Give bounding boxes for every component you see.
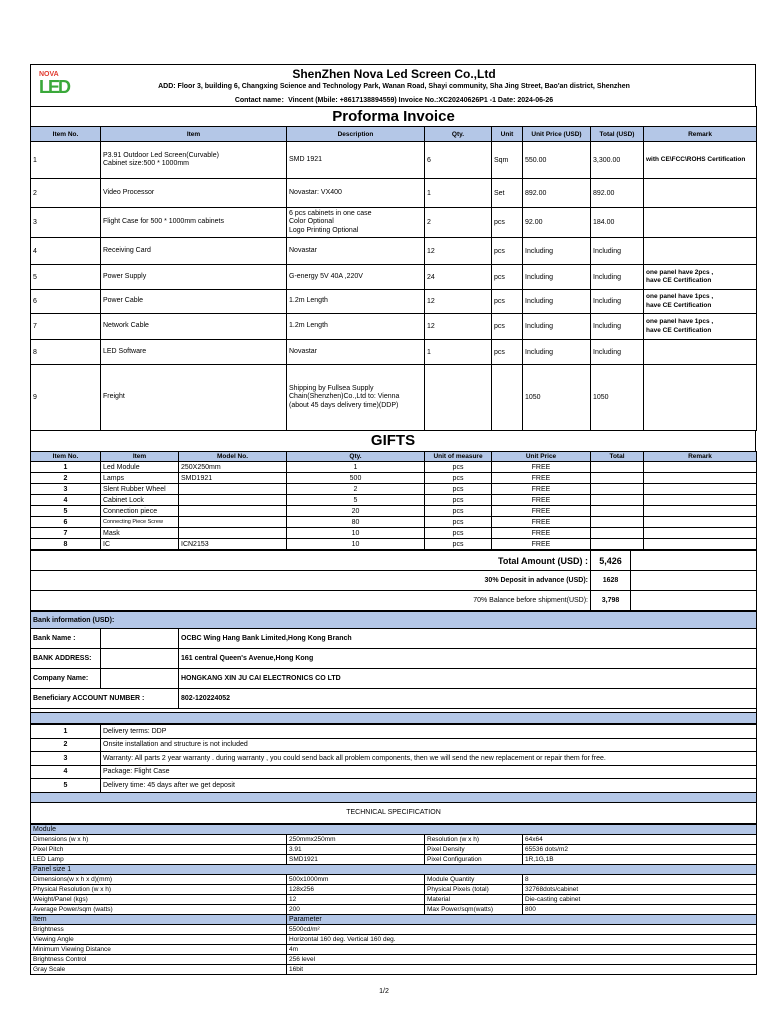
item-no-cell: 7: [31, 314, 101, 340]
description-cell: Shipping by Fullsea Supply Chain(Shenzhen)Co.,Ltd to: Vienna (about 45 days delivery time)(DDP): [287, 365, 425, 431]
gift-row: [31, 473, 757, 484]
item-cell: LED Software: [101, 340, 287, 365]
remark-cell: one panel have 1pcs , have CE Certification: [644, 314, 757, 340]
unit-cell: pcs: [492, 208, 523, 238]
gift-price-cell: FREE: [492, 473, 591, 484]
item-no-cell: 1: [31, 142, 101, 179]
qty-cell: 24: [425, 265, 492, 290]
gift-col-qty: Qty.: [287, 452, 425, 462]
gift-col-price: Unit Price: [492, 452, 591, 462]
spec-cell: Horizontal 160 deg. Vertical 160 deg.: [287, 934, 757, 944]
unit-price-cell: Including: [523, 314, 591, 340]
gift-uom-cell: pcs: [425, 539, 492, 550]
qty-cell: 2: [425, 208, 492, 238]
description-cell: Novastar: [287, 238, 425, 265]
invoice-rows: [31, 142, 757, 431]
description-cell: Novastar: VX400: [287, 179, 425, 208]
gift-item-cell: Connecting Piece Screw: [101, 517, 179, 528]
unit-cell: [492, 365, 523, 431]
gift-total-cell: [591, 462, 644, 473]
invoice-title: Proforma Invoice: [31, 107, 757, 127]
gift-model-cell: [179, 484, 287, 495]
total-amount-label: Total Amount (USD) :: [31, 551, 591, 571]
spec-panel-label: Panel size 1: [31, 864, 757, 874]
term-row: [31, 725, 757, 739]
bank-table: [30, 611, 757, 724]
remark-cell: one panel have 1pcs , have CE Certification: [644, 290, 757, 314]
gift-no-cell: 5: [31, 506, 101, 517]
balance-label: 70% Balance before shipment(USD):: [31, 591, 591, 611]
spec-title: TECHNICAL SPECIFICATION: [31, 802, 757, 823]
gift-price-cell: FREE: [492, 506, 591, 517]
col-unit: Unit: [492, 127, 523, 142]
invoice-row: [31, 290, 757, 314]
term-no-cell: 4: [31, 765, 101, 779]
term-no-cell: 1: [31, 725, 101, 739]
remark-cell: one panel have 2pcs , have CE Certification: [644, 265, 757, 290]
item-no-cell: 5: [31, 265, 101, 290]
qty-cell: 12: [425, 238, 492, 265]
spec-cell: 800: [523, 904, 757, 914]
spec-cell: Dimensions (w x h): [31, 834, 287, 844]
description-cell: 1.2m Length: [287, 290, 425, 314]
total-cell: 1050: [591, 365, 644, 431]
gift-price-cell: FREE: [492, 539, 591, 550]
gift-row: [31, 484, 757, 495]
spec-row: [31, 934, 757, 944]
unit-price-cell: Including: [523, 340, 591, 365]
logo-text-top: NOVA: [39, 71, 59, 78]
company-name-value: HONGKANG XIN JU CAI ELECTRONICS CO LTD: [179, 669, 757, 689]
gift-price-cell: FREE: [492, 495, 591, 506]
spec-cell: Brightness: [31, 924, 287, 934]
gift-no-cell: 4: [31, 495, 101, 506]
spec-cell: 65536 dots/m2: [523, 844, 757, 854]
gift-item-cell: Connection piece: [101, 506, 179, 517]
page-number: 1/2: [379, 988, 389, 995]
terms-table: [30, 724, 757, 824]
gifts-title: GIFTS: [30, 431, 756, 451]
gift-row: [31, 539, 757, 550]
module-rows: [31, 834, 757, 864]
account-value: 802-120224052: [179, 689, 757, 709]
spec-cell: 16bit: [287, 964, 757, 974]
gift-remark-cell: [644, 484, 757, 495]
spec-row: [31, 924, 757, 934]
gift-row: [31, 506, 757, 517]
item-cell: Receiving Card: [101, 238, 287, 265]
spec-cell: SMD1921: [287, 854, 425, 864]
term-no-cell: 5: [31, 779, 101, 793]
spec-cell: Max Power/sqm(watts): [425, 904, 523, 914]
gift-total-cell: [591, 473, 644, 484]
gift-model-cell: 250X250mm: [179, 462, 287, 473]
company-name-label: Company Name:: [31, 669, 101, 689]
terms-rows: [31, 725, 757, 793]
spec-row: [31, 884, 757, 894]
deposit-label: 30% Deposit in advance (USD):: [31, 571, 591, 591]
gift-price-cell: FREE: [492, 517, 591, 528]
gift-item-cell: IC: [101, 539, 179, 550]
item-cell: Power Supply: [101, 265, 287, 290]
gift-total-cell: [591, 495, 644, 506]
gift-total-cell: [591, 539, 644, 550]
gift-model-cell: [179, 528, 287, 539]
gift-no-cell: 8: [31, 539, 101, 550]
gift-uom-cell: pcs: [425, 484, 492, 495]
item-cell: Network Cable: [101, 314, 287, 340]
gift-total-cell: [591, 528, 644, 539]
term-text-cell: Delivery time: 45 days after we get deposit: [101, 779, 757, 793]
spec-cell: Physical Resolution (w x h): [31, 884, 287, 894]
unit-price-cell: 92.00: [523, 208, 591, 238]
spec-cell: Gray Scale: [31, 964, 287, 974]
gift-remark-cell: [644, 495, 757, 506]
param-header-row: [31, 914, 757, 924]
spec-cell: Brightness Control: [31, 954, 287, 964]
unit-price-cell: Including: [523, 290, 591, 314]
qty-cell: 6: [425, 142, 492, 179]
gift-row: [31, 517, 757, 528]
gift-model-cell: [179, 506, 287, 517]
account-row: [31, 689, 757, 709]
spec-cell: 5500cd/m²: [287, 924, 757, 934]
total-cell: Including: [591, 265, 644, 290]
unit-price-cell: 550.00: [523, 142, 591, 179]
spec-cell: 128x256: [287, 884, 425, 894]
item-no-cell: 2: [31, 179, 101, 208]
gift-price-cell: FREE: [492, 528, 591, 539]
total-cell: 184.00: [591, 208, 644, 238]
unit-price-cell: Including: [523, 238, 591, 265]
balance-value: 3,798: [591, 591, 631, 611]
spec-cell: Dimensions(w x h x d)(mm): [31, 874, 287, 884]
total-cell: Including: [591, 290, 644, 314]
remark-cell: with CE\FCC\ROHS Certification: [644, 142, 757, 179]
item-no-cell: 6: [31, 290, 101, 314]
term-text-cell: Warranty: All parts 2 year warranty . during warranty , you could send back all problem components, then we will send the new replacement or repair them for free.: [101, 752, 757, 766]
spec-cell: Module Quantity: [425, 874, 523, 884]
spec-row: [31, 954, 757, 964]
gift-qty-cell: 2: [287, 484, 425, 495]
invoice-row: [31, 365, 757, 431]
spec-cell: 32768dots/cabinet: [523, 884, 757, 894]
gift-no-cell: 2: [31, 473, 101, 484]
gift-qty-cell: 500: [287, 473, 425, 484]
qty-cell: 1: [425, 179, 492, 208]
remark-cell: [644, 208, 757, 238]
invoice-row: [31, 265, 757, 290]
spec-cell: Minimum Viewing Distance: [31, 944, 287, 954]
gift-qty-cell: 80: [287, 517, 425, 528]
gift-remark-cell: [644, 473, 757, 484]
total-cell: 3,300.00: [591, 142, 644, 179]
col-remark: Remark: [644, 127, 757, 142]
gifts-table: [30, 451, 757, 550]
gift-remark-cell: [644, 506, 757, 517]
gift-row: [31, 528, 757, 539]
total-cell: Including: [591, 314, 644, 340]
gift-total-cell: [591, 517, 644, 528]
spec-row: [31, 854, 757, 864]
spec-cell: Weight/Panel (kgs): [31, 894, 287, 904]
gift-uom-cell: pcs: [425, 517, 492, 528]
spec-table: [30, 824, 757, 975]
gift-item-cell: Led Module: [101, 462, 179, 473]
invoice-table: [30, 106, 757, 431]
gift-remark-cell: [644, 517, 757, 528]
gift-qty-cell: 5: [287, 495, 425, 506]
unit-cell: pcs: [492, 238, 523, 265]
bank-name-value: OCBC Wing Hang Bank Limited,Hong Kong Branch: [179, 629, 757, 649]
gifts-header-row: [31, 452, 757, 462]
invoice-row: [31, 314, 757, 340]
col-item-no: Item No.: [31, 127, 101, 142]
company-header: [30, 64, 756, 106]
remark-cell: [644, 238, 757, 265]
gift-qty-cell: 10: [287, 539, 425, 550]
spec-cell: 1R,1G,1B: [523, 854, 757, 864]
qty-cell: 12: [425, 314, 492, 340]
gift-qty-cell: 20: [287, 506, 425, 517]
total-cell: Including: [591, 340, 644, 365]
spec-cell: LED Lamp: [31, 854, 287, 864]
spec-cell: 4m: [287, 944, 757, 954]
total-cell: 892.00: [591, 179, 644, 208]
gift-remark-cell: [644, 539, 757, 550]
bank-name-label: Bank Name :: [31, 629, 101, 649]
col-unit-price: Unit Price (USD): [523, 127, 591, 142]
term-row: [31, 738, 757, 752]
qty-cell: [425, 365, 492, 431]
spec-cell: 8: [523, 874, 757, 884]
gift-model-cell: ICN2153: [179, 539, 287, 550]
gift-row: [31, 495, 757, 506]
item-cell: Freight: [101, 365, 287, 431]
bank-address-row: [31, 649, 757, 669]
gift-no-cell: 1: [31, 462, 101, 473]
param-rows: [31, 924, 757, 974]
spec-cell: Resolution (w x h): [425, 834, 523, 844]
col-description: Description: [287, 127, 425, 142]
spec-row: [31, 944, 757, 954]
item-cell: P3.91 Outdoor Led Screen(Curvable) Cabinet size:500 * 1000mm: [101, 142, 287, 179]
spec-cell: Pixel Configuration: [425, 854, 523, 864]
totals-table: [30, 550, 757, 611]
item-cell: Video Processor: [101, 179, 287, 208]
spec-cell: 12: [287, 894, 425, 904]
spec-cell: 200: [287, 904, 425, 914]
spec-cell: 64x64: [523, 834, 757, 844]
spec-row: [31, 874, 757, 884]
spec-cell: Physical Pixels (total): [425, 884, 523, 894]
deposit-value: 1628: [591, 571, 631, 591]
qty-cell: 12: [425, 290, 492, 314]
item-cell: Flight Case for 500 * 1000mm cabinets: [101, 208, 287, 238]
unit-cell: pcs: [492, 265, 523, 290]
gift-no-cell: 3: [31, 484, 101, 495]
item-no-cell: 3: [31, 208, 101, 238]
total-amount-row: [31, 551, 757, 571]
item-no-cell: 9: [31, 365, 101, 431]
gift-no-cell: 6: [31, 517, 101, 528]
spec-row: [31, 894, 757, 904]
deposit-row: [31, 571, 757, 591]
spec-cell: Die-casting cabinet: [523, 894, 757, 904]
gift-qty-cell: 10: [287, 528, 425, 539]
spec-cell: 3.91: [287, 844, 425, 854]
term-no-cell: 2: [31, 738, 101, 752]
gift-col-item-no: Item No.: [31, 452, 101, 462]
gift-uom-cell: pcs: [425, 462, 492, 473]
item-no-cell: 8: [31, 340, 101, 365]
gift-price-cell: FREE: [492, 462, 591, 473]
gift-model-cell: [179, 517, 287, 528]
spec-cell: Pixel Density: [425, 844, 523, 854]
account-label: Beneficiary ACCOUNT NUMBER :: [31, 689, 179, 709]
gift-total-cell: [591, 506, 644, 517]
description-cell: 6 pcs cabinets in one case Color Optional Logo Printing Optional: [287, 208, 425, 238]
unit-price-cell: 1050: [523, 365, 591, 431]
term-row: [31, 752, 757, 766]
term-row: [31, 779, 757, 793]
remark-cell: [644, 340, 757, 365]
total-cell: Including: [591, 238, 644, 265]
term-text-cell: Delivery terms: DDP: [101, 725, 757, 739]
balance-row: [31, 591, 757, 611]
spec-row: [31, 964, 757, 974]
gift-col-total: Total: [591, 452, 644, 462]
invoice-row: [31, 179, 757, 208]
gift-remark-cell: [644, 528, 757, 539]
gift-price-cell: FREE: [492, 484, 591, 495]
gift-no-cell: 7: [31, 528, 101, 539]
spec-row: [31, 844, 757, 854]
total-amount-value: 5,426: [591, 551, 631, 571]
gift-row: [31, 462, 757, 473]
gift-model-cell: [179, 495, 287, 506]
spec-cell: 500x1000mm: [287, 874, 425, 884]
spec-module-label: Module: [31, 824, 757, 834]
unit-cell: Sqm: [492, 142, 523, 179]
bank-address-label: BANK ADDRESS:: [31, 649, 101, 669]
spec-cell: Material: [425, 894, 523, 904]
panel-rows: [31, 874, 757, 914]
gift-col-model: Model No.: [179, 452, 287, 462]
term-no-cell: 3: [31, 752, 101, 766]
spec-param-label: Parameter: [287, 914, 757, 924]
qty-cell: 1: [425, 340, 492, 365]
unit-price-cell: Including: [523, 265, 591, 290]
company-name-row: [31, 669, 757, 689]
unit-cell: pcs: [492, 290, 523, 314]
gift-qty-cell: 1: [287, 462, 425, 473]
description-cell: Novastar: [287, 340, 425, 365]
gift-col-item: Item: [101, 452, 179, 462]
spec-cell: 256 level: [287, 954, 757, 964]
gift-uom-cell: pcs: [425, 528, 492, 539]
gift-col-uom: Unit of measure: [425, 452, 492, 462]
invoice-row: [31, 238, 757, 265]
company-contact: Contact name：Vincent (Mbile: +8617138894559) Invoice No.:XC20240626P1 -1 Date: 2024-06-26: [234, 97, 554, 104]
company-address: ADD: Floor 3, building 6, Changxing Science and Technology Park, Wanan Road, Shayi community, Sha Jing Street, Bao'an district, Shenzhen: [158, 83, 630, 90]
item-cell: Power Cable: [101, 290, 287, 314]
gift-item-cell: Cabinet Lock: [101, 495, 179, 506]
spec-row: [31, 834, 757, 844]
bank-title: Bank information (USD):: [31, 612, 757, 629]
invoice-sheet: [30, 64, 756, 975]
col-qty: Qty.: [425, 127, 492, 142]
gift-item-cell: Mask: [101, 528, 179, 539]
unit-cell: Set: [492, 179, 523, 208]
term-row: [31, 765, 757, 779]
term-text-cell: Onsite installation and structure is not included: [101, 738, 757, 752]
company-name: ShenZhen Nova Led Screen Co.,Ltd: [292, 67, 496, 81]
description-cell: G-energy 5V 40A ,220V: [287, 265, 425, 290]
bank-address-value: 161 central Queen's Avenue,Hong Kong: [179, 649, 757, 669]
remark-cell: [644, 179, 757, 208]
term-text-cell: Package: Flight Case: [101, 765, 757, 779]
gift-uom-cell: pcs: [425, 473, 492, 484]
logo-text-bottom: LED: [39, 77, 69, 97]
invoice-row: [31, 208, 757, 238]
spec-cell: Average Power/sqm (watts): [31, 904, 287, 914]
gift-rows: [31, 462, 757, 550]
unit-cell: pcs: [492, 314, 523, 340]
spec-cell: Viewing Angle: [31, 934, 287, 944]
gift-uom-cell: pcs: [425, 495, 492, 506]
item-no-cell: 4: [31, 238, 101, 265]
invoice-row: [31, 340, 757, 365]
remark-cell: [644, 365, 757, 431]
gift-total-cell: [591, 484, 644, 495]
spec-cell: Pixel Pitch: [31, 844, 287, 854]
bank-name-row: [31, 629, 757, 649]
gift-col-remark: Remark: [644, 452, 757, 462]
gift-model-cell: SMD1921: [179, 473, 287, 484]
col-total: Total (USD): [591, 127, 644, 142]
invoice-row: [31, 142, 757, 179]
spec-row: [31, 904, 757, 914]
spec-item-label: Item: [31, 914, 287, 924]
unit-price-cell: 892.00: [523, 179, 591, 208]
gift-uom-cell: pcs: [425, 506, 492, 517]
description-cell: 1.2m Length: [287, 314, 425, 340]
gift-item-cell: Slent Rubber Wheel: [101, 484, 179, 495]
col-item: Item: [101, 127, 287, 142]
invoice-header-row: [31, 127, 757, 142]
spec-cell: 250mmx250mm: [287, 834, 425, 844]
unit-cell: pcs: [492, 340, 523, 365]
description-cell: SMD 1921: [287, 142, 425, 179]
gift-remark-cell: [644, 462, 757, 473]
gift-item-cell: Lamps: [101, 473, 179, 484]
